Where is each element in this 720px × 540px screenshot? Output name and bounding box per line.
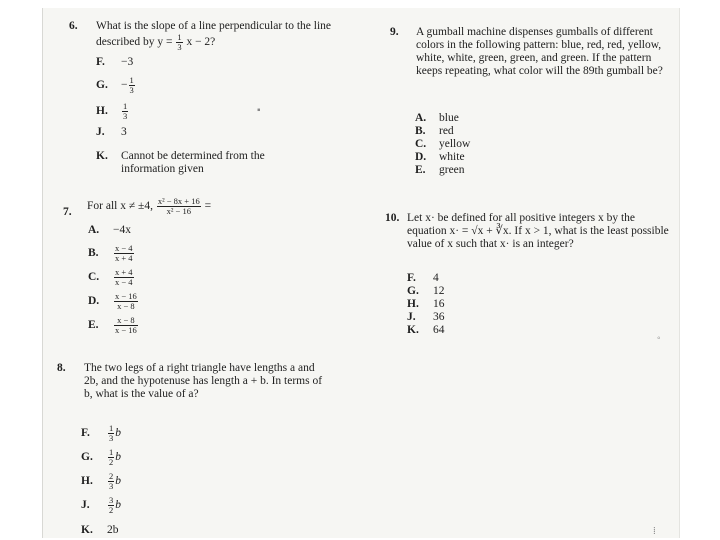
choice-text: −3 — [121, 56, 134, 68]
choice-letter: K. — [81, 524, 93, 536]
choice-letter: F. — [96, 56, 105, 68]
question-number: 9. — [390, 26, 399, 38]
choice-text: red — [439, 125, 454, 137]
choice-letter: G. — [96, 79, 108, 92]
choice-fraction — [108, 448, 114, 467]
stem-fraction — [176, 33, 182, 52]
question-10 — [373, 208, 673, 348]
answer-choices — [415, 112, 615, 182]
choice-letter: E. — [88, 319, 99, 332]
choice-text: 36 — [433, 311, 445, 323]
choice-h[interactable] — [407, 298, 445, 311]
scan-speck: ▪ — [257, 105, 261, 116]
fraction-denominator: 3 — [123, 111, 128, 121]
choice-variable: b — [115, 427, 121, 440]
choice-fraction — [122, 102, 128, 121]
choice-j[interactable] — [407, 311, 445, 324]
choice-text: 12 — [433, 285, 445, 297]
choice-k[interactable] — [81, 524, 119, 537]
choice-text: blue — [439, 112, 459, 124]
worksheet-page — [42, 8, 680, 538]
question-stem: A gumball machine dispenses gumballs of different colors in the following pattern: blue, red, red, yellow, white, white, green, green, and green. If the pattern keeps repeating, what color will the 89th gumball be? — [416, 26, 663, 77]
choice-text: Cannot be determined from the information given — [121, 150, 265, 175]
question-6 — [43, 8, 363, 178]
question-stem: The two legs of a right triangle have lengths a and 2b, and the hypotenuse has length a + b. In terms of b, what is the value of a? — [84, 362, 323, 400]
stem-fraction — [157, 197, 201, 216]
choice-text: 2b — [107, 524, 119, 536]
scan-speck: ◦ — [657, 333, 661, 344]
choice-text: green — [439, 164, 465, 176]
fraction-numerator: x − 8 — [114, 316, 138, 326]
choice-letter: F. — [81, 427, 90, 440]
fraction-denominator: 2 — [109, 457, 114, 467]
choice-b[interactable] — [415, 125, 454, 138]
answer-choices — [407, 272, 607, 344]
fraction-numerator: 1 — [109, 423, 114, 433]
fraction-numerator: x − 4 — [115, 243, 133, 253]
choice-h[interactable] — [96, 102, 129, 121]
choice-letter: E. — [415, 164, 426, 176]
choice-variable: b — [115, 499, 121, 512]
choice-letter: K. — [407, 324, 419, 336]
fraction-denominator: 2 — [109, 505, 114, 515]
choice-text: 3 — [121, 126, 127, 138]
choice-fraction — [114, 316, 138, 335]
choice-f[interactable] — [96, 56, 133, 69]
choice-letter: H. — [407, 298, 419, 310]
fraction-denominator: x − 4 — [115, 277, 133, 287]
choice-letter: B. — [88, 247, 99, 260]
stem-text: = — [204, 200, 212, 213]
choice-text: −4x — [113, 224, 131, 236]
fraction-numerator: 1 — [177, 32, 182, 42]
choice-fraction — [129, 76, 135, 95]
stem-text: x − 2? — [186, 36, 216, 49]
fraction-denominator: x + 4 — [115, 253, 133, 263]
question-stem — [87, 197, 347, 216]
choice-letter: J. — [407, 311, 416, 323]
choice-variable: b — [115, 451, 121, 464]
question-stem: Let x· be defined for all positive integers x by the equation x· = √x + ∛x. If x > 1, what is the least possible value of x such that x· is an integer? — [407, 212, 669, 250]
choice-text: 16 — [433, 298, 445, 310]
choice-letter: K. — [96, 150, 108, 162]
choice-letter: G. — [407, 285, 419, 297]
choice-f[interactable] — [407, 272, 439, 285]
question-number: 7. — [63, 206, 72, 218]
choice-a[interactable] — [88, 224, 131, 237]
answer-choices — [88, 224, 348, 339]
choice-fraction — [108, 472, 114, 491]
choice-h[interactable] — [81, 472, 121, 491]
stem-text: What is the slope of a line perpendicular to the line described by y = — [96, 20, 332, 49]
choice-text: 4 — [433, 272, 439, 284]
fraction-denominator: 3 — [177, 42, 182, 52]
choice-fraction — [114, 244, 134, 263]
choice-fraction — [114, 292, 138, 311]
fraction-numerator: 2 — [109, 471, 114, 481]
choice-f[interactable] — [81, 424, 121, 443]
choice-text: 64 — [433, 324, 445, 336]
choice-text: yellow — [439, 138, 471, 150]
choice-d[interactable] — [88, 292, 139, 311]
choice-k[interactable] — [407, 324, 445, 337]
choice-letter: F. — [407, 272, 416, 284]
choice-letter: D. — [88, 295, 100, 308]
choice-letter: G. — [81, 451, 93, 464]
scan-speck: ⁞ — [653, 526, 656, 537]
question-number: 6. — [69, 20, 78, 32]
choice-c[interactable] — [415, 138, 470, 151]
question-8 — [43, 358, 363, 538]
choice-g[interactable] — [407, 285, 445, 298]
choice-sign: − — [121, 79, 128, 92]
choice-letter: D. — [415, 151, 427, 163]
fraction-denominator: x² − 16 — [166, 206, 191, 216]
choice-g[interactable] — [81, 448, 121, 467]
choice-e[interactable] — [415, 164, 465, 177]
choice-letter: J. — [96, 126, 105, 138]
fraction-denominator: x − 16 — [115, 325, 137, 335]
fraction-numerator: x − 16 — [115, 291, 137, 301]
fraction-denominator: 3 — [109, 481, 114, 491]
choice-b[interactable] — [88, 244, 135, 263]
choice-letter: B. — [415, 125, 426, 137]
fraction-numerator: x² − 8x + 16 — [157, 196, 200, 206]
choice-fraction — [108, 496, 114, 515]
choice-d[interactable] — [415, 151, 465, 164]
answer-choices — [81, 424, 281, 536]
choice-text: white — [439, 151, 465, 163]
fraction-numerator: x + 4 — [115, 267, 133, 277]
fraction-denominator: x − 8 — [117, 301, 135, 311]
choice-variable: b — [115, 475, 121, 488]
choice-g[interactable] — [96, 76, 136, 95]
fraction-numerator: 1 — [123, 101, 128, 111]
question-stem — [96, 20, 354, 52]
choice-letter: A. — [415, 112, 427, 124]
fraction-denominator: 3 — [129, 85, 134, 95]
choice-letter: C. — [415, 138, 427, 150]
choice-letter: J. — [81, 499, 90, 512]
choice-j[interactable] — [81, 496, 121, 515]
choice-a[interactable] — [415, 112, 459, 125]
question-7 — [43, 194, 363, 344]
question-number: 8. — [57, 362, 66, 374]
choice-letter: H. — [81, 475, 93, 488]
question-number: 10. — [385, 212, 400, 224]
choice-c[interactable] — [88, 268, 135, 287]
choice-fraction — [114, 268, 134, 287]
stem-text: For all x ≠ ±4, — [87, 200, 153, 213]
choice-letter: H. — [96, 105, 108, 118]
choice-letter: A. — [88, 224, 100, 236]
fraction-numerator: 1 — [109, 447, 114, 457]
choice-letter: C. — [88, 271, 100, 284]
choice-fraction — [108, 424, 114, 443]
fraction-numerator: 3 — [109, 495, 114, 505]
question-9 — [373, 8, 673, 188]
fraction-denominator: 3 — [109, 433, 114, 443]
fraction-numerator: 1 — [129, 75, 134, 85]
choice-e[interactable] — [88, 316, 139, 335]
choice-j[interactable] — [96, 126, 127, 139]
